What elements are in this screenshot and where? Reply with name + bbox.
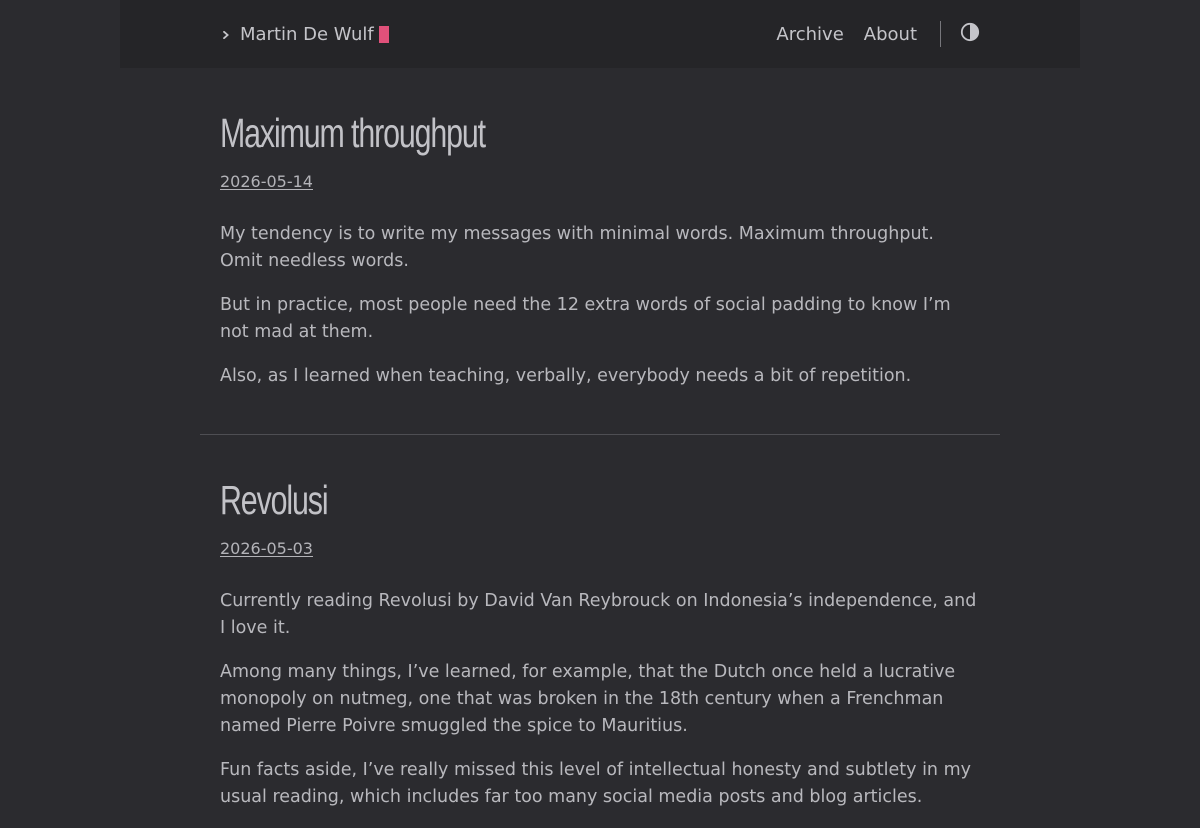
post-body: [220, 221, 980, 390]
post-paragraph: My tendency is to write my messages with minimal words. Maximum throughput. Omit needless words.: [220, 224, 934, 271]
main-nav: [756, 20, 980, 48]
post-divider: [200, 434, 1000, 435]
post-date-link[interactable]: 2026-05-14: [220, 172, 313, 191]
post-paragraph: Among many things, I’ve learned, for example, that the Dutch once held a lucrative monopoly on nutmeg, one that was broken in the 18th century when a Frenchman named Pierre Poivre smuggled the spice to Mauritius.: [220, 662, 956, 736]
post-title[interactable]: Revolusi: [220, 477, 328, 523]
post: [220, 111, 980, 407]
post-paragraph: Currently reading Revolusi by David Van Reybrouck on Indonesia’s independence, and I love it.: [220, 591, 977, 638]
site-title-link[interactable]: [222, 21, 389, 47]
site-header: [120, 0, 1080, 68]
nav-divider: [940, 21, 941, 47]
post-paragraph: But in practice, most people need the 12 extra words of social padding to know I’m not mad at them.: [220, 295, 951, 342]
post-title[interactable]: Maximum throughput: [220, 110, 486, 156]
post-paragraph: Fun facts aside, I’ve really missed this level of intellectual honesty and subtlety in my usual reading, which includes far too many social media posts and blog articles.: [220, 760, 971, 807]
chevron-right-icon: [222, 31, 230, 39]
post-body: [220, 588, 980, 811]
theme-toggle-button[interactable]: [960, 22, 980, 42]
post-date-link[interactable]: 2026-05-03: [220, 539, 313, 558]
nav-about[interactable]: About: [863, 23, 917, 45]
cursor-block: [379, 26, 389, 43]
nav-archive[interactable]: Archive: [776, 23, 844, 45]
site-title: Martin De Wulf: [240, 23, 374, 45]
contrast-icon: [960, 22, 980, 42]
post-paragraph: Also, as I learned when teaching, verbally, everybody needs a bit of repetition.: [220, 366, 912, 386]
post: [220, 478, 980, 828]
